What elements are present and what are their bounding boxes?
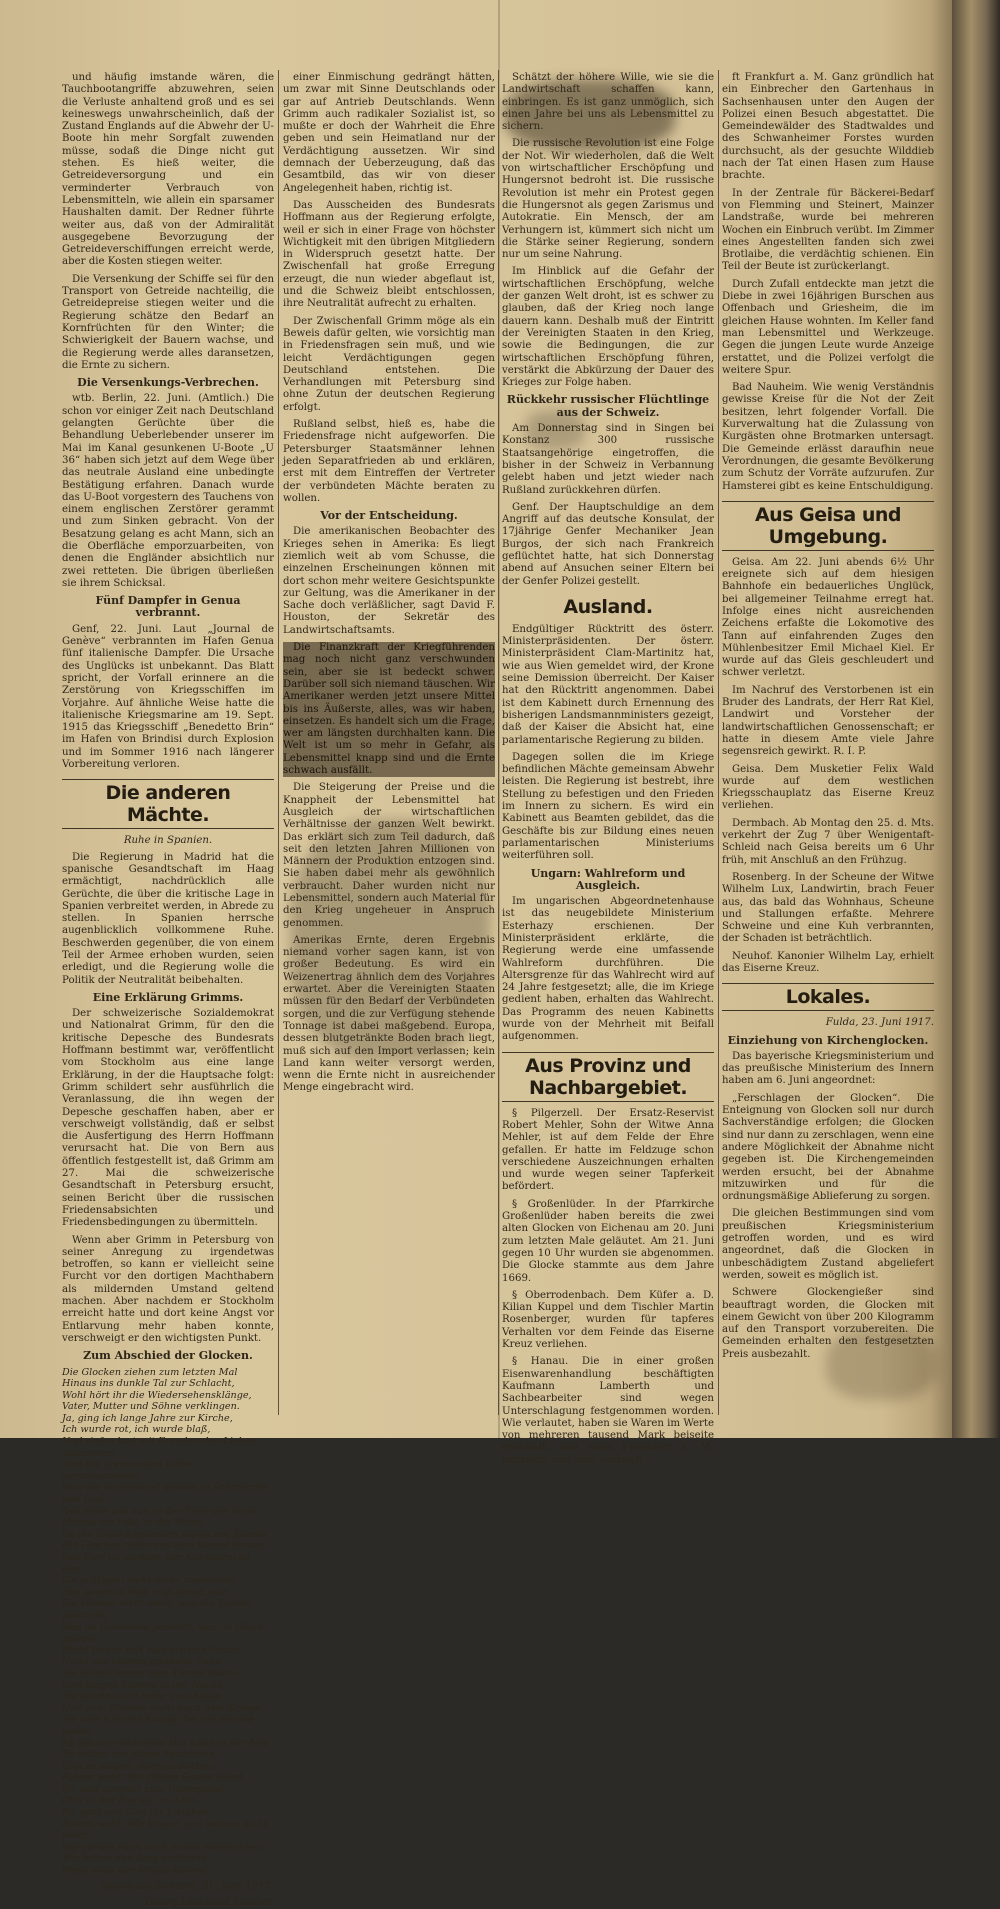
poem-line: Es gilt nur noch eins: Das Land in der Not bbox=[62, 1737, 268, 1749]
poem-line: Nicht ferner ruft zum ernsten Grabe, bbox=[62, 1644, 243, 1656]
poem-line: Fahret wohl! Wir klagen und weinen nicht mehr, bbox=[62, 1818, 268, 1842]
poem bbox=[62, 1367, 274, 1877]
article-headline: Die Versenkungs-Verbrechen. bbox=[77, 376, 259, 390]
poem-line: Vater, Mutter und Söhne verklingen. bbox=[62, 1401, 240, 1413]
poem-line: Nicht des Lebens göttliche Gabe. bbox=[62, 1656, 225, 1668]
poem-line: Wir ziehen euch nach in den Heldenheer, bbox=[62, 1841, 263, 1853]
article-text: Am Donnerstag sind in Singen bei Konstanz 300 russische Staatsangehörige eingetroffen, die bisher in der Schweiz in Verbannung gelebt haben und jetzt wieder nach Rußland zurückkehren dürfen. bbox=[502, 423, 714, 496]
column-rule bbox=[498, 70, 499, 1415]
article-text: Der Zwischenfall Grimm möge als ein Beweis dafür gelten, wie vorsichtig man in Friedensfragen sein muß, und wie leicht Verdächtigungen gegen Deutschland entstehen. Die Verhandlungen mit Petersburg sind ohne Zutun der deutschen Regierung erfolgt. bbox=[283, 315, 495, 413]
article-text: Die Steigerung der Preise und die Knappheit der Lebensmittel hat Ausgleich der wirtschaftlichen Verhältnisse der ganzen Welt bewirkt. Das erklärt sich zum Teil dadurch, daß seit den letzten Jahren Millionen von Männern der Produktion entzogen sind. Sie haben dabei mehr als gewöhnlich verbraucht. Daher wurden nicht nur Lebensmittel, sondern auch Material für den Krieg ungeheuer in Anspruch genommen. bbox=[283, 782, 495, 929]
poem-line: Die Glocken ziehen zum letzten Mal bbox=[62, 1366, 238, 1378]
poem-stanza bbox=[62, 1482, 274, 1540]
column-4 bbox=[722, 72, 934, 1412]
article-text: Dagegen sollen die im Kriege befindlichen Mächte gemeinsam Abwehr leisten. Die Regierung ist bestrebt, ihre Stellung zu befestigen und den Frieden im Innern zu sichern. Es wird ein Kabinett aus Beamten gebildet, das die Geschäfte bis zur Bildung eines neuen parlamentarischen Ministeriums weiterführen soll. bbox=[502, 751, 714, 862]
article-text: Rosenberg. In der Scheune der Witwe Wilhelm Lux, Landwirtin, brach Feuer aus, das bald das Wohnhaus, Scheune und Stallungen erfaßte. Mehrere Schweine und eine Kuh verbrannten, der Schaden ist beträchtlich. bbox=[722, 871, 934, 945]
article-text: Durch Zufall entdeckte man jetzt die Diebe in zwei 16jährigen Burschen aus Offenbach und Griesheim, die im gleichen Hause wohnten. Im Keller fand man Lebensmittel und Werkzeuge. Gegen die jungen Leute wurde Anzeige erstattet, und die Polizei verfolgt die weitere Spur. bbox=[722, 278, 934, 376]
section-heading: Lokales. bbox=[722, 983, 934, 1011]
poem-place: Steinhaus-Birstein, 21. Juni 1917. bbox=[99, 1880, 274, 1892]
poem-stanza bbox=[62, 1819, 274, 1877]
article-text: § Hanau. Die in einer großen Eisenwarenhandlung beschäftigten Kaufmann Lamberth und Sachbearbeiter sind wegen Unterschlagung festgenommen worden. Wie verlautet, haben sie Waren im Werte von mehreren tausend Mark beiseite geschafft und nach Frankfurt a. M. gebracht und dort verkauft. bbox=[502, 1356, 714, 1466]
poem-line: Fahret wohl! Wir fühlen Gottes Hand, bbox=[62, 1772, 246, 1784]
article-headline: Ruhe in Spanien. bbox=[123, 835, 213, 847]
article-text: Die gleichen Bestimmungen sind vom preußischen Kriegsministerium getroffen worden, und es wird angeordnet, daß die Glocken in unbeschädigtem Zustand abgeliefert werden, soweit es möglich ist. bbox=[722, 1208, 934, 1281]
article-text: Neuhof. Kanonier Wilhelm Lay, erhielt das Eiserne Kreuz. bbox=[722, 950, 934, 974]
poem-line: Und klagen Stürme in der Nacht, bbox=[62, 1679, 225, 1691]
poem-line: Ihr gabt uns Sieg für Ewigkeit. bbox=[62, 1807, 213, 1819]
article-text: Die Versenkung der Schiffe sei für den Transport von Getreide nachteilig, die Getreidepreise stiegen weiter und die Regierung schätze den Bedarf an Kornfrüchten für den Winter; die Schwierigkeit der Bauern wachse, und die Regierung werde alles daransetzen, die Ernte zu sichern. bbox=[62, 273, 274, 371]
binding-spine bbox=[952, 0, 1000, 1438]
article-text: Die amerikanischen Beobachter des Krieges sehen in Amerika: Es liegt ziemlich weit ab vom Schusse, die einzelnen Erscheinungen können mit dort schon mehr weitere Gesichtspunkte zur Geltung, was die Amerikaner in der Sache doch verläßlicher, sagt David F. Houston, der Sekretär des Landwirtschaftsamts. bbox=[283, 526, 495, 636]
article-text: § Großenlüder. In der Pfarrkirche Großenlüder haben bereits die zwei alten Glocken von Eichenau am 20. Juni zum letzten Male geläutet. Am 21. Juni gegen 10 Uhr wurden sie abgenommen. Die Glocke stammte aus dem Jahre 1669. bbox=[502, 1198, 714, 1284]
article-text: Die Regierung in Madrid hat die spanische Gesandtschaft im Haag ermächtigt, nachdrücklich alle Gerüchte, die über die kritische Lage in Spanien verbreitet werden, in Abrede zu stellen. In Spanien herrsche augenblicklich vollkommene Ruhe. Beschwerden gegenüber, die von einem Teil der Armee erhoben wurden, seien erledigt, und die Regierung wolle die Politik der Neutralität beibehalten. bbox=[62, 851, 274, 986]
article-text: Genf, 22. Juni. Laut „Journal de Genève“ verbrannten im Hafen Genua fünf italienische Dampfer. Die Ursache des Unglücks ist unbekannt. Das Blatt spricht, der Vorfall erinnere an die Zerstörung von Kriegsschiffen im Vorjahre. Auf ähnliche Weise hatte die italienische Kriegsmarine am 19. Sept. 1915 das Kriegsschiff „Benedetto Brin“ im Hafen von Brindisi durch Explosion und im Sommer 1916 nach längerer Vorbereitung verloren. bbox=[62, 623, 274, 771]
poem-stanza bbox=[62, 1598, 274, 1668]
dateline: Fulda, 23. Juni 1917. bbox=[825, 1017, 934, 1029]
article-text: Amerikas Ernte, deren Ergebnis niemand vorher sagen kann, ist von großer Bedeutung. Es wird ein Weizenertrag ähnlich dem des Vorjahres erwartet. Aber die Vereinigten Staaten müssen für den Bedarf der Verbündeten sorgen, und die zur Verfügung stehende Tonnage ist dabei maßgebend. Europa, dessen blutgetränkte Boden brach liegt, muß sich auf den Import verlassen; kein Land kann weiter versorgt werden, wenn die Ernte nicht in ausreichender Menge eingebracht wird. bbox=[283, 934, 495, 1094]
poem-line: Ihr seid geweiht zum Unterpfand, bbox=[62, 1783, 227, 1795]
poem-line: Hinaus ins dunkle Tal zur Schlacht, bbox=[62, 1378, 235, 1390]
poem-line: Sie schlagen nicht mehr zusammen, bbox=[62, 1575, 238, 1587]
section-heading: Aus Geisa und Umgebung. bbox=[722, 501, 934, 551]
poem-line: Sie zieh'n in den Kampf, bei die Stunde gebot; bbox=[62, 1714, 254, 1737]
column-3 bbox=[502, 72, 714, 1466]
article-text: Schwere Glockengießer sind beauftragt worden, die Glocken mit einem Gewicht von über 200 Kilogramm auf den Transport vorzubereiten. Die Gemeinden erhalten den festgesetzten Preis ausbezahlt. bbox=[722, 1287, 934, 1360]
section-heading: Aus Provinz und Nachbargebiet. bbox=[502, 1052, 714, 1102]
section-heading: Ausland. bbox=[563, 595, 653, 618]
poem-line: Ja, ging ich lange Jahre zur Kirche, bbox=[62, 1412, 233, 1424]
column-rule bbox=[278, 70, 279, 1415]
poem-stanza bbox=[62, 1714, 274, 1772]
poem-line: Ob's in der Not sei, im Leid, bbox=[62, 1795, 199, 1807]
article-text: Der schweizerische Sozialdemokrat und Nationalrat Grimm, für den die kritische Depesche des Bundesrats Hoffmann bestimmt war, veröffentlicht vom Stockholm aus eine lange Erklärung, in der die Hauptsache folgt: Grimm schildert sehr ausführlich die Veranlassung, die ihn wegen der Depesche geschaffen haben, aber er verschweigt vollständig, daß er selbst die Ausfertigung des Herrn Hoffmann verursacht hat. Die von Bern aus öffentlich festgestellt ist, daß Grimm am 27. Mai die schweizerische Gesandtschaft in Petersburg ersucht, seinen Bericht über die russischen Friedensabsichten und Friedensbedingungen zu übermitteln. bbox=[62, 1008, 274, 1229]
article-text: Das bayerische Kriegsministerium und das preußische Ministerium des Innern haben am 6. Juni angeordnet: bbox=[722, 1050, 934, 1087]
article-text: In der Zentrale für Bäckerei-Bedarf von Flemming und Steinert, Mainzer Landstraße, wurde bei mehreren Wochen ein Einbruch verübt. Im Zimmer eines Angestellten fanden sich zwei Brotlaibe, die verdächtig schienen. Ein Teil der Beute ist zurückerlangt. bbox=[722, 187, 934, 273]
poem-line: Sie holten immer vom Turme Wacht, bbox=[62, 1667, 241, 1679]
poem-line: Das lebte uns nun in der Tiefe der Brust, bbox=[62, 1505, 262, 1517]
article-text: Bad Nauheim. Wie wenig Verständnis gewisse Kreise für die Not der Zeit besitzen, lehrt folgender Vorfall. Die Kurverwaltung hat die Zulassung von Kurgästen ohne Brotmarken untersagt. Die Gemeinde erlässt daraufhin neue Verordnungen, die gesamte Bevölkerung zum Schutz der Vorräte aufzurufen. Zur Hamsterei gibt es keine Entschuldigung. bbox=[722, 382, 934, 492]
poem-line: Wir haben den Sieg erstritten, bbox=[62, 1853, 211, 1865]
article-text: § Oberrodenbach. Dem Küfer a. D. Kilian Kuppel und dem Tischler Martin Rosenberger, wurden für tapferes Verhalten vor dem Feinde das Eiserne Kreuz verliehen. bbox=[502, 1289, 714, 1351]
article-headline: Eine Erklärung Grimms. bbox=[92, 990, 244, 1004]
column-2 bbox=[283, 72, 495, 1412]
poem-line: Was wir am Himmel gefühlt in Schmerzen und Lust, bbox=[62, 1482, 268, 1506]
column-1 bbox=[62, 72, 274, 1908]
poem-line: Was im Gemeinde gemeint, was im Glück gelacht, bbox=[62, 1621, 264, 1645]
article-headline: Rückkehr russischer Flüchtlinge aus der Schweiz. bbox=[506, 393, 710, 419]
poem-stanza bbox=[62, 1367, 274, 1413]
article-text: einer Einmischung gedrängt hätten, um zwar mit Sinne Deutschlands oder gar auf Antrieb Deutschlands. Wenn Grimm auch radikaler Sozialist ist, so mußte er doch der Wahrheit die Ehre geben und sein Heimatland nur der Verdächtigung aussetzen. Wir sind demnach der Ueberzeugung, daß das Gesamtbild, das wir von dieser Angelegenheit haben, richtig ist. bbox=[283, 72, 495, 194]
poem-stanza bbox=[62, 1540, 274, 1598]
poem-line: Die Glocken rufen uns zum Kampf hinaus, bbox=[62, 1540, 268, 1552]
article-text: Schätzt der höhere Wille, wie sie die Landwirtschaft schaffen kann, einbringen. Es ist ganz unmöglich, sich einen Jahre bei uns als Lebensmittel zu sichern. bbox=[502, 72, 714, 133]
article-text: Rußland selbst, hieß es, habe die Friedensfrage nicht aufgeworfen. Die Petersburger Staatsmänner lehnen jeden Separatfrieden ab und erklären, erst mit dem Eintreffen der Vertreter der verbündeten Mächte beraten zu wollen. bbox=[283, 419, 495, 504]
poem-line: Wohl hört ihr die Wiedersehensklänge, bbox=[62, 1389, 252, 1401]
article-text: Geisa. Am 22. Juni abends 6½ Uhr ereignete sich auf dem hiesigen Bahnhofe ein bedauerliches Unglück, bei allgemeiner Teilnahme erregt hat. Infolge eines nicht ausreichenden Zeichens erfaßte die Lokomotive des Tann auf einfahrenden Zuges den Mühlenbesitzer Emil Michael Kiel. Er wurde auf das Gleis geschleudert und schwer verletzt. bbox=[722, 556, 934, 679]
article-text: Endgültiger Rücktritt des österr. Ministerpräsidenten. Der österr. Ministerpräsident Clam-Martinitz hat, wie aus Wien gemeldet wird, der Krone seine Demission überreicht. Der Kaiser hat den Rücktritt angenommen. Dabei ist dem Kabinett durch Ernennung des bisherigen Landsmannministers gezeigt, daß der Kaiser die Absicht hat, eine parlamentarische Regierung zu bilden. bbox=[502, 623, 714, 746]
poem-stanza bbox=[62, 1413, 274, 1483]
poem-line: Zu retten von jähem Verderben bbox=[62, 1749, 215, 1761]
article-text: „Ferschlagen der Glocken“. Die Enteignung von Glocken soll nur durch Sachverständige erfolgen; die Glocken sind nur dann zu zerschlagen, wenn eine andere Möglichkeit der Abnahme nicht gegeben ist. Die Kirchengemeinden werden ersucht, bei der Abnahme mitzuwirken und für die ordnungsmäßige Ablieferung zu sorgen. bbox=[722, 1092, 934, 1203]
poem-title: Zum Abschied der Glocken. bbox=[83, 1349, 253, 1363]
article-text-stained: Die Finanzkraft der Kriegführenden mag noch nicht ganz verschwunden sein, aber sie ist bedeckt schwer. Darüber soll sich niemand täuschen. Wir Amerikaner werden jetzt unsere Mittel bis ins Äußerste, alles, was wir haben, einsetzen. Es handelt sich um die Frage, wer am längsten durchhalten kann. Die Welt ist um so mehr in Gefahr, als Lebensmittel knapp sind und die Ernte schwach ausfällt. bbox=[283, 642, 495, 777]
poem-line: Wenn einst der Friede kommt. bbox=[62, 1865, 210, 1877]
article-text: ft Frankfurt a. M. Ganz gründlich hat ein Einbrecher den Gartenhaus in Sachsenhausen unter den Augen der Polizei einen Besuch abgestattet. Die Gemeindewälder des Stadtwaldes und des Schwanheimer Forstes wurden durchsucht, als der gesuchte Wilddieb nach der Tat einen Hasen zum Hause brachte. bbox=[722, 72, 934, 182]
column-rule bbox=[718, 70, 719, 1415]
article-text: wtb. Berlin, 22. Juni. (Amtlich.) Die schon vor einiger Zeit nach Deutschland gelangten Gerüchte über die Behandlung Ueberlebender unserer im Mai im Kanal gesunkenen U-Boote „U 36“ haben sich jetzt auf dem Wege über das neutrale Ausland eine unbedingte Bestätigung erfahren. Danach wurde das U-Boot vorgestern des Tauchens von einem englischen Zerstörer gerammt und zum Sinken gebracht. Von der Besatzung gelang es acht Mann, sich an die Oberfläche emporzuarbeiten, von denen die Engländer absichtlich nur zwei retteten. Die übrigen überließen sie ihrem Schicksal. bbox=[62, 393, 274, 589]
article-text: Dermbach. Ab Montag den 25. d. Mts. verkehrt der Zug 7 über Wenigentaft-Schleid nach Geisa bereits um 6 Uhr früh, mit Anschluß an den Frühzug. bbox=[722, 817, 934, 866]
poem-stanza bbox=[62, 1668, 274, 1714]
poem-line: Sie künden nicht mehr, was die Stunde gebracht, bbox=[62, 1598, 253, 1621]
poem-line: Und riefen laut mit Freuden den Lieben zusammen, bbox=[62, 1436, 257, 1459]
article-headline: Ungarn: Wahlreform und Ausgleich. bbox=[530, 866, 686, 892]
article-text: Im ungarischen Abgeordnetenhause ist das neugebildete Ministerium Esterhazy erschienen. Der Ministerpräsident erklärte, die Regierung werde eine umfassende Wahlreform durchführen. Die Altersgrenze für das Wahlrecht wird auf 24 Jahre festgesetzt; alle, die im Kriege gedient haben, erhalten das Wahlrecht. Das Programm des neuen Kabinetts wurde von der Mehrheit mit Beifall aufgenommen. bbox=[502, 896, 714, 1043]
poem-stanza bbox=[62, 1772, 274, 1818]
article-headline: Vor der Entscheidung. bbox=[320, 509, 458, 523]
poem-line: Ich wurde rot, ich wurde blaß, bbox=[62, 1424, 211, 1436]
article-text: Im Hinblick auf die Gefahr der wirtschaftlichen Erschöpfung, welche der ganzen Welt droht, ist es schwer zu glauben, daß der Krieg noch lange dauern kann. Deshalb muß der Eintritt der Vereinigten Staaten in den Krieg, sowie die Bedingungen, die zur wirtschaftlichen Erschöpfung führen, verstärkt die Abkürzung der Dauer des Krieges zur Folge haben. bbox=[502, 266, 714, 389]
poem-line: Das Dorf ist verödet, der Kirchturm ist leer, bbox=[62, 1552, 251, 1575]
poem-line: Das gesamte Volk muß bereit sein. bbox=[62, 1586, 231, 1598]
poem-line: Und zum Frieden nicht nach dem Kriege. bbox=[62, 1702, 264, 1714]
article-text-stained: Die russische Revolution ist eine Folge der Not. Wir wiederholen, daß die Welt von wirtschaftlicher Erschöpfung und Hungersnot bedroht ist. Die russische Revolution ist mehr ein Protest gegen die Hungersnot als gegen Zarismus und Autokratie. Ein Mensch, der am Verhungern ist, kümmert sich nicht um die Stärke seiner Regierung, sondern nur um seine Nahrung. bbox=[502, 138, 714, 261]
poem-line: Und die brennenden Liebe verschwammen. bbox=[62, 1459, 192, 1482]
section-heading: Die anderen Mächte. bbox=[62, 779, 274, 829]
article-text: Geisa. Dem Musketier Felix Wald wurde auf dem westlichen Kriegsschauplatz das Eiserne Kreuz verliehen. bbox=[722, 763, 934, 812]
poem-line: Hinaus ins Feld, in die Weite, bbox=[62, 1517, 205, 1529]
article-text: Wenn aber Grimm in Petersburg von seiner Anregung zu irgendetwas betroffen, so kann er vielleicht seine Furcht vor den dortigen Machthabern als mildernden Umstand geltend machen. Aber nachdem er Stockholm erreicht hatte und dort keine Angst vor Entlarvung mehr haben konnte, verschweigt er den wichtigsten Punkt. bbox=[62, 1234, 274, 1344]
article-headline: Einziehung von Kirchenglocken. bbox=[727, 1033, 929, 1047]
article-text: § Pilgerzell. Der Ersatz-Reservist Robert Mehler, Sohn der Witwe Anna Mehler, ist auf dem Felde der Ehre gefallen. Er hatte im Feldzuge schon verschiedene Auszeichnungen erhalten und wurde wegen seiner Tapferkeit befördert. bbox=[502, 1107, 714, 1193]
poem-line: Da die Glocke bedeuten wollte mit Streite. bbox=[62, 1528, 270, 1540]
poem-line: Und zu siegen, oder zu sterben. bbox=[62, 1760, 218, 1772]
article-text: Im Nachruf des Verstorbenen ist ein Bruder des Landrats, der Herr Rat Kiel, Landwirt und Vorsteher der landwirtschaftlichen Genossenschaft; er hatte in diesem Amte viele Jahre segensreich gewirkt. R. I. P. bbox=[722, 684, 934, 758]
article-text: Genf. Der Hauptschuldige an dem Angriff auf das deutsche Konsulat, der 17jährige Genfer Mechaniker Jean Burgos, der sich nach Frankreich geflüchtet hatte, hat sich Donnerstag abend auf Ansuchen seiner Eltern bei der Genfer Polizei gestellt. bbox=[502, 501, 714, 587]
poem-line: Sie jubeln nicht mehr zum Siege, bbox=[62, 1691, 224, 1703]
poem-author: Georg Leonhard Fischer. bbox=[145, 1896, 274, 1908]
article-text: Das Ausscheiden des Bundesrats Hoffmann aus der Regierung erfolgte, weil er sich in einer Frage von höchster Wichtigkeit mit den übrigen Mitgliedern in Widerspruch gesetzt hatte. Der Zwischenfall hat große Erregung erzeugt, die nun wieder abgeflaut ist, und die Schweiz bleibt entschlossen, ihre Neutralität aufrecht zu erhalten. bbox=[283, 199, 495, 310]
article-text: und häufig imstande wären, die Tauchbootangriffe abzuwehren, seien die Verluste anhaltend groß und es sei keineswegs unwahrscheinlich, daß der Zustand Englands auf die Abwehr der U-Boote hin mehr Sorgfalt zuwenden müsse, sodaß die Dinge nicht gut stehen. Es hieß weiter, die Getreideversorgung und ein verminderter Verbrauch von Lebensmitteln, wie allein ein sparsamer Haushalten damit. Der Redner führte weiter aus, daß von der Admiralität ausgegebene Bevorzugung der Getreideverschiffungen erreicht werde, aber die Kosten stiegen weiter. bbox=[62, 72, 274, 268]
article-headline: Fünf Dampfer in Genua verbrannt. bbox=[95, 594, 241, 620]
